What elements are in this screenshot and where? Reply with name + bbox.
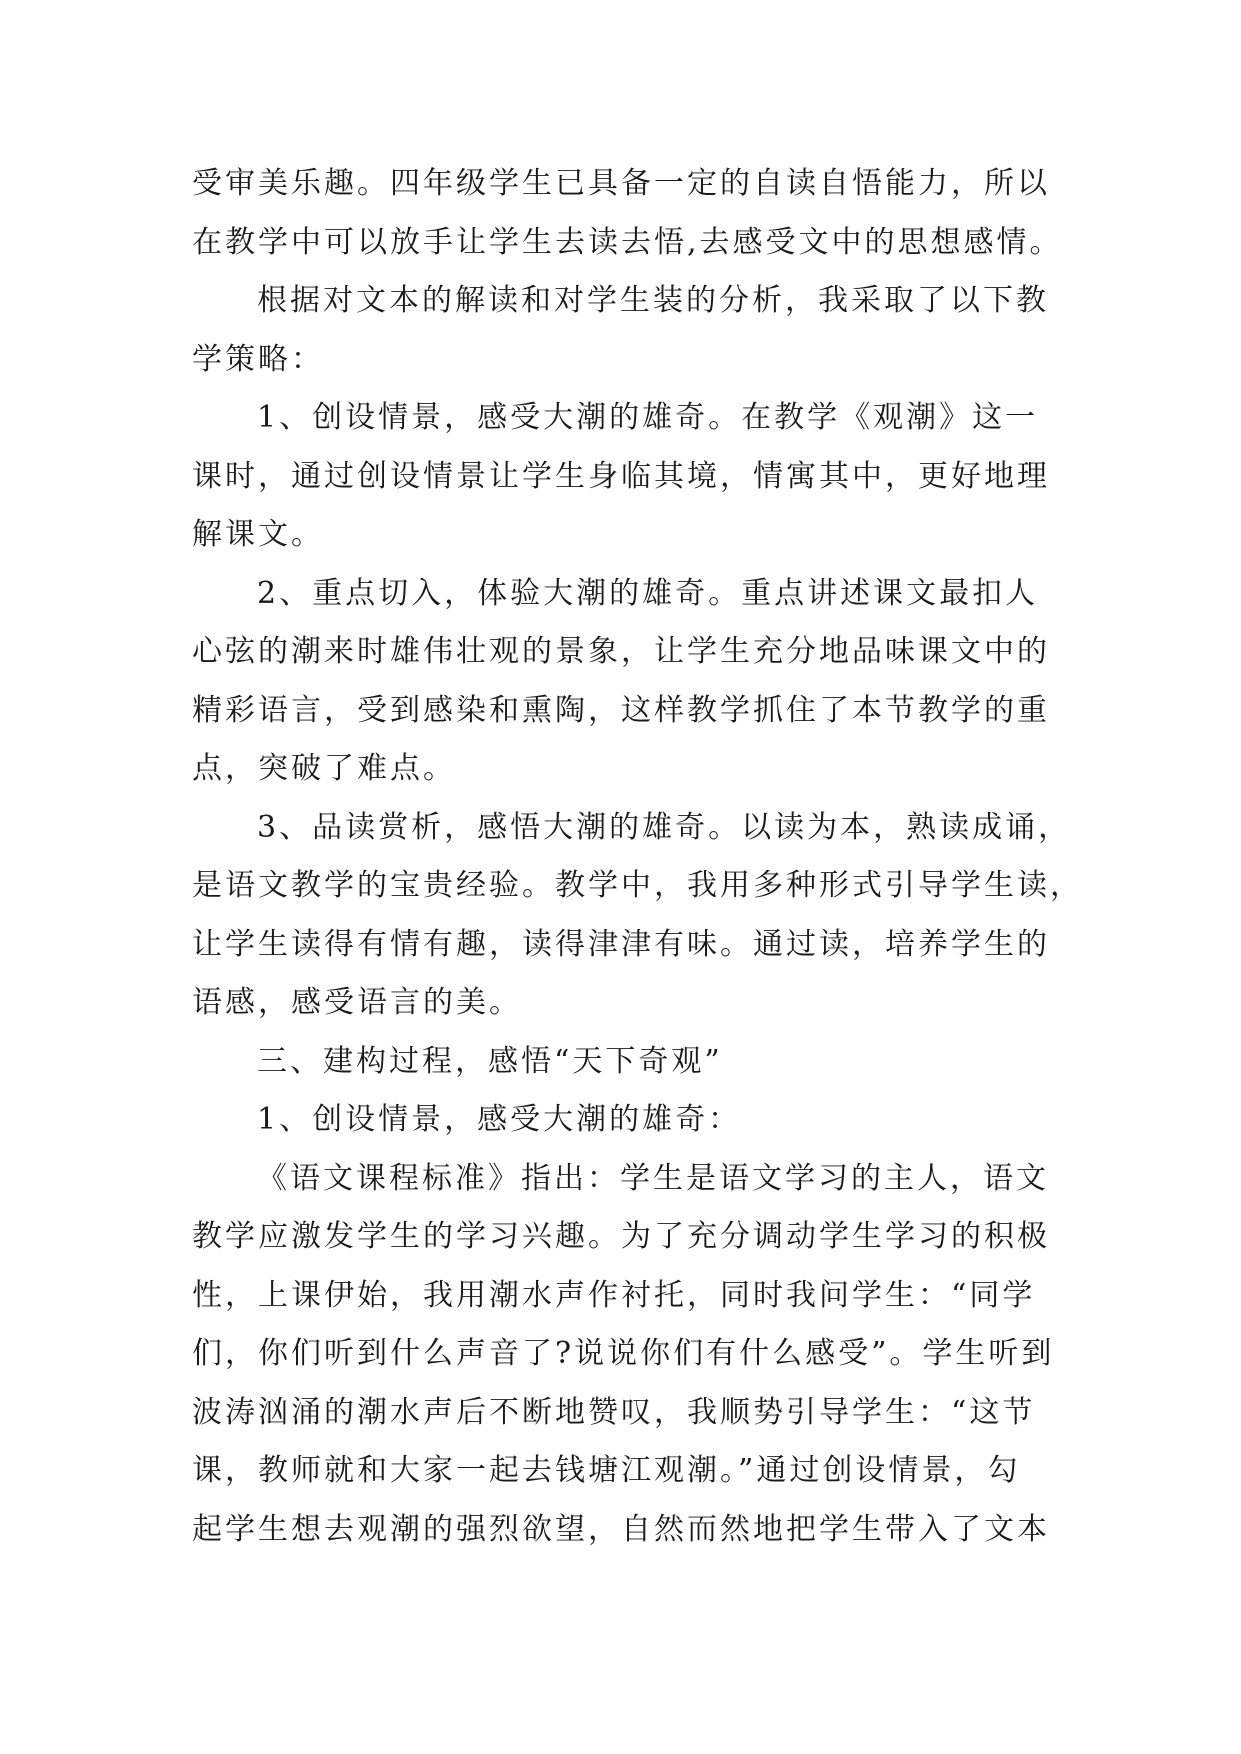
text-line-23: 课，教师就和大家一起去钱塘江观潮。”通过创设情景，勾 xyxy=(192,1453,1021,1488)
text-line-16: 三、建构过程，感悟“天下奇观” xyxy=(257,1043,723,1079)
text-line-4: 学策略： xyxy=(192,341,324,377)
text-line-17: 1、创设情景，感受大潮的雄奇： xyxy=(257,1102,742,1137)
text-line-19: 教学应激发学生的学习兴趣。为了充分调动学生学习的积极 xyxy=(192,1219,1050,1254)
text-line-6: 课时，通过创设情景让学生身临其境，情寓其中，更好地理 xyxy=(192,458,1050,494)
text-line-18: 《语文课程标准》指出：学生是语文学习的主人，语文 xyxy=(257,1160,1049,1196)
text-line-15: 语感，感受语言的美。 xyxy=(192,985,522,1020)
text-line-5: 1、创设情景，感受大潮的雄奇。在教学《观潮》这一 xyxy=(257,400,1039,435)
text-line-7: 解课文。 xyxy=(192,517,324,552)
text-line-12: 3、品读赏析，感悟大潮的雄奇。以读为本，熟读成诵， xyxy=(257,809,1072,845)
text-line-13: 是语文教学的宝贵经验。教学中，我用多种形式引导学生读， xyxy=(192,868,1083,903)
text-line-21: 们，你们听到什么声音了?说说你们有什么感受”。学生听到 xyxy=(192,1336,1055,1371)
text-line-8: 2、重点切入，体验大潮的雄奇。重点讲述课文最扣人 xyxy=(257,575,1039,611)
text-line-22: 波涛汹涌的潮水声后不断地赞叹，我顺势引导学生：“这节 xyxy=(192,1394,1036,1430)
text-line-24: 起学生想去观潮的强烈欲望，自然而然地把学生带入了文本 xyxy=(192,1511,1050,1547)
text-line-1: 受审美乐趣。四年级学生已具备一定的自读自悟能力，所以 xyxy=(192,166,1050,201)
text-line-9: 心弦的潮来时雄伟壮观的景象，让学生充分地品味课文中的 xyxy=(192,634,1050,669)
text-line-10: 精彩语言，受到感染和熏陶，这样教学抓住了本节教学的重 xyxy=(192,692,1050,728)
text-line-20: 性，上课伊始，我用潮水声作衬托，同时我问学生：“同学 xyxy=(192,1277,1036,1313)
text-line-14: 让学生读得有情有趣，读得津津有味。通过读，培养学生的 xyxy=(192,926,1050,962)
text-line-11: 点，突破了难点。 xyxy=(192,751,456,786)
body-text xyxy=(192,155,1083,1559)
text-line-3: 根据对文本的解读和对学生装的分析，我采取了以下教 xyxy=(257,283,1049,318)
text-line-2: 在教学中可以放手让学生去读去悟,去感受文中的思想感情。 xyxy=(192,224,1063,260)
